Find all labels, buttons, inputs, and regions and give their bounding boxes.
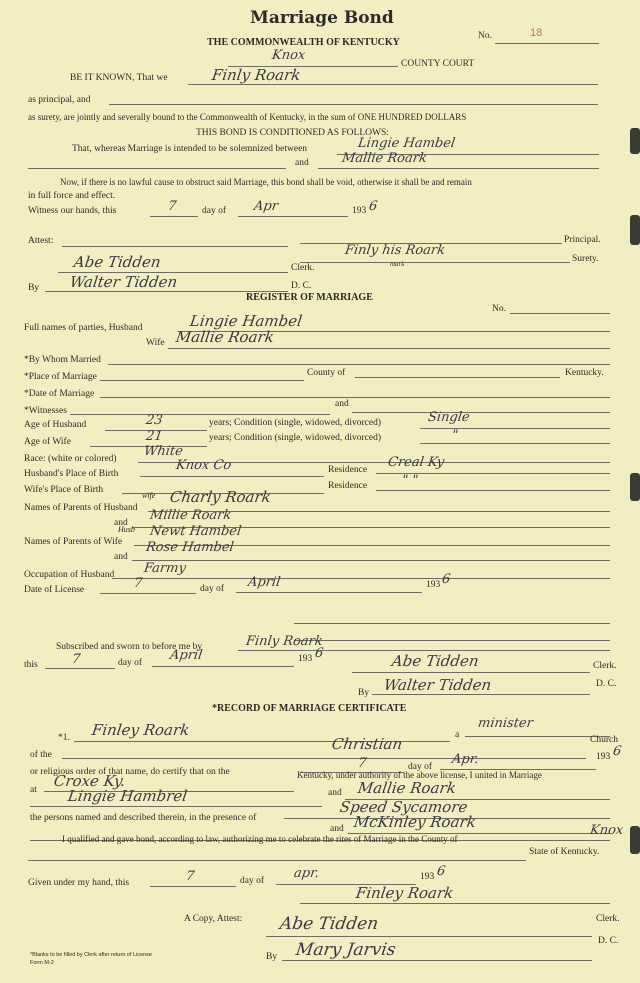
bond-clerk-sig-hw: Abe Tidden <box>72 253 162 271</box>
parents-wife-label: Names of Parents of Wife <box>24 537 123 547</box>
church-hw: Christian <box>330 735 404 753</box>
cert-clerk-sig-hw: Abe Tidden <box>278 914 380 934</box>
binder-clip-upper <box>630 215 640 245</box>
sub-month-hw: April <box>168 648 204 663</box>
binder-clip-lower <box>630 826 640 854</box>
age-wife-hw: 21 <box>144 429 164 444</box>
binder-clip-middle <box>630 473 640 501</box>
certificate-heading: *RECORD OF MARRIAGE CERTIFICATE <box>212 703 407 714</box>
register-clerk-sig-hw: Abe Tidden <box>390 652 480 670</box>
cert-day-of: day of <box>408 762 433 772</box>
husband-birth-hw: Knox Co <box>174 458 233 473</box>
conditioned-heading: THIS BOND IS CONDITIONED AS FOLLOWS: <box>196 128 389 138</box>
county-hw: Knox <box>270 48 307 63</box>
principal-sig-hw: Finly his Roark <box>343 243 447 258</box>
condition-wife-label: years; Condition (single, widowed, divorced) <box>209 433 382 443</box>
given-month-hw: apr. <box>292 866 321 881</box>
bond-year-hw: 6 <box>367 199 379 214</box>
as-surety-text: as surety, are jointly and severally bound to the Commonwealth of Kentucky, in the sum of ONE HUNDRED DOLLARS <box>28 112 467 122</box>
occupation-hw: Farmy <box>142 561 187 576</box>
bond-clerk-label: Clerk. <box>291 263 315 273</box>
footnote-form: Form M-2 <box>30 960 54 966</box>
parents-wife-b-hw: Rose Hambel <box>144 540 235 555</box>
occupation-label: Occupation of Husband <box>24 570 115 580</box>
subscribed-hw: Finly Roark <box>244 634 324 649</box>
condition-wife-hw: " <box>450 428 460 443</box>
cert-a: a <box>455 730 460 740</box>
sub-year-print: 193 <box>298 654 313 664</box>
cert-place-hw: Croxe Ky. <box>52 772 127 790</box>
copy-attest-label: A Copy, Attest: <box>184 914 243 924</box>
parents-husband-b-hw: Millie Roark <box>148 508 233 523</box>
church-label: Church <box>590 735 618 745</box>
as-principal-text: as principal, and <box>28 95 91 105</box>
wife-birth-label: Wife's Place of Birth <box>24 485 104 495</box>
footnote-blanks: *Blanks to be filled by Clerk after return of License <box>30 952 152 958</box>
religious-order-text: or religious order of that name, do certify that on the <box>30 767 230 777</box>
register-clerk-label: Clerk. <box>593 661 617 671</box>
qualified-text: I qualified and gave bond, according to law, authorizing me to celebrate the rites of Marriage in the County of <box>62 834 458 844</box>
register-heading: REGISTER OF MARRIAGE <box>246 292 373 303</box>
officiant-name-hw: Finley Roark <box>90 721 191 739</box>
principal-name-hw: Finly Roark <box>210 66 302 84</box>
number-value: 18 <box>530 27 543 39</box>
license-year-print: 193 <box>426 580 441 590</box>
bond-month-hw: Apr <box>252 199 279 214</box>
full-names-label: Full names of parties, Husband <box>24 323 143 333</box>
cert-clerk-label: Clerk. <box>596 914 620 924</box>
wife-label: Wife <box>146 338 165 348</box>
register-dc-sig-hw: Walter Tidden <box>382 676 493 694</box>
bond-year-print: 193 <box>352 206 367 216</box>
witnesses-label: *Witnesses <box>24 406 67 416</box>
parents-husband-over-hw: wife <box>142 491 156 500</box>
residence-husband-hw: Creal Ky <box>386 455 446 470</box>
subscribed-this: this <box>24 660 38 670</box>
license-day-of: day of <box>200 584 225 594</box>
cert-of-the: of the <box>30 750 52 760</box>
husband-name-hw: Lingie Hambel <box>188 312 304 330</box>
condition-husband-hw: Single <box>426 410 471 425</box>
bond-day-of: day of <box>202 206 227 216</box>
by-whom-label: *By Whom Married <box>24 355 101 365</box>
race-label: Race: (white or colored) <box>24 454 117 464</box>
date-marriage-label: *Date of Marriage <box>24 389 95 399</box>
bond-dc-sig-hw: Walter Tidden <box>68 273 179 291</box>
kentucky-label: Kentucky. <box>565 368 604 378</box>
persons-named-text: the persons named and described therein, in the presence of <box>30 813 257 823</box>
register-dc-label: D. C. <box>596 679 617 689</box>
residence-husband-label: Residence <box>328 465 368 475</box>
bond-groom-hw: Lingie Hambel <box>356 136 457 151</box>
bond-dc-label: D. C. <box>291 281 312 291</box>
age-husband-hw: 23 <box>144 413 164 428</box>
attest-label: Attest: <box>28 236 54 246</box>
given-text: Given under my hand, this <box>28 878 130 888</box>
parents-husband-and: and <box>114 518 128 528</box>
county-of-label: County of <box>307 368 346 378</box>
parents-wife-and: and <box>114 552 128 562</box>
wife-name-hw: Mallie Roark <box>174 328 276 346</box>
principal-label: Principal. <box>564 235 601 245</box>
place-label: *Place of Marriage <box>24 372 97 382</box>
license-day-hw: 7 <box>132 576 144 591</box>
be-it-known-text: BE IT KNOWN, That we <box>70 73 168 83</box>
sub-day-hw: 7 <box>70 652 82 667</box>
now-if-text: Now, if there is no lawful cause to obstruct said Marriage, this bond shall be void, otherwise it shall be and remain <box>60 177 472 187</box>
cert-month-hw: Apr. <box>450 752 480 767</box>
residence-wife-hw: " " <box>400 473 420 488</box>
officiant-role-hw: minister <box>476 716 534 731</box>
bond-by-label: By <box>28 283 40 293</box>
bond-day-hw: 7 <box>166 199 178 214</box>
register-by-label: By <box>358 688 370 698</box>
sub-day-of: day of <box>118 658 143 668</box>
husband-birth-label: Husband's Place of Birth <box>24 469 119 479</box>
cert-and2: and <box>330 824 344 834</box>
bond-and-text: and <box>295 158 309 168</box>
parents-husband-hw: Charly Roark <box>168 488 273 506</box>
cert-dc-label: D. C. <box>598 936 619 946</box>
license-month-hw: April <box>246 575 282 590</box>
document-title: Marriage Bond <box>250 8 394 28</box>
officiant-sig-hw: Finley Roark <box>354 884 455 902</box>
bond-bride-hw: Mallie Roark <box>340 151 428 166</box>
given-year-print: 193 <box>420 872 435 882</box>
witness-1-hw: Speed Sycamore <box>338 798 469 816</box>
given-day-of: day of <box>240 876 265 886</box>
residence-wife-label: Residence <box>328 481 368 491</box>
cert-by-label: By <box>266 952 278 962</box>
state-of-kentucky: State of Kentucky. <box>529 847 600 857</box>
parents-husband-label: Names of Parents of Husband <box>24 503 138 513</box>
parents-wife-hw: Newt Hambel <box>148 524 243 539</box>
witness-hands-text: Witness our hands, this <box>28 206 117 216</box>
cert-dc-sig-hw: Mary Jarvis <box>294 940 397 960</box>
witnesses-and: and <box>335 399 349 409</box>
sub-year-hw: 6 <box>313 646 325 661</box>
binder-clip-top <box>630 128 640 154</box>
cert-year-hw: 6 <box>611 744 623 759</box>
register-no-label: No. <box>492 304 506 314</box>
number-label: No. <box>478 31 492 41</box>
surety-label: Surety. <box>572 254 599 264</box>
commonwealth-heading: THE COMMONWEALTH OF KENTUCKY <box>207 37 400 48</box>
race-hw: White <box>142 444 184 459</box>
principal-mark-hw: mark <box>390 260 405 268</box>
kentucky-under-text: Kentucky, under authority of the above license, I united in Marriage <box>297 770 542 780</box>
age-wife-label: Age of Wife <box>24 437 71 447</box>
cert-county-hw: Knox <box>588 823 625 838</box>
condition-husband-label: years; Condition (single, widowed, divorced) <box>209 418 382 428</box>
cert-at: at <box>30 785 37 795</box>
subscribed-text: Subscribed and sworn to before me by <box>56 642 203 652</box>
date-license-label: Date of License <box>24 585 85 595</box>
given-day-hw: 7 <box>184 869 196 884</box>
parents-wife-over-hw: Husb <box>118 525 135 534</box>
county-court-label: COUNTY COURT <box>401 59 475 69</box>
cert-bride-hw: Mallie Roark <box>356 779 458 797</box>
full-force-text: in full force and effect. <box>28 191 116 201</box>
cert-and: and <box>328 788 342 798</box>
cert-day-hw: 7 <box>356 756 368 771</box>
witness-2-hw: McKinley Roark <box>352 813 478 831</box>
age-husband-label: Age of Husband <box>24 420 87 430</box>
whereas-text: That, whereas Marriage is intended to be solemnized between <box>72 144 308 154</box>
cert-year-print: 193 <box>596 752 611 762</box>
license-year-hw: 6 <box>440 572 452 587</box>
given-year-hw: 6 <box>435 864 447 879</box>
cert-item-1: *1. <box>58 733 70 743</box>
cert-groom-hw: Lingie Hambrel <box>66 787 189 805</box>
